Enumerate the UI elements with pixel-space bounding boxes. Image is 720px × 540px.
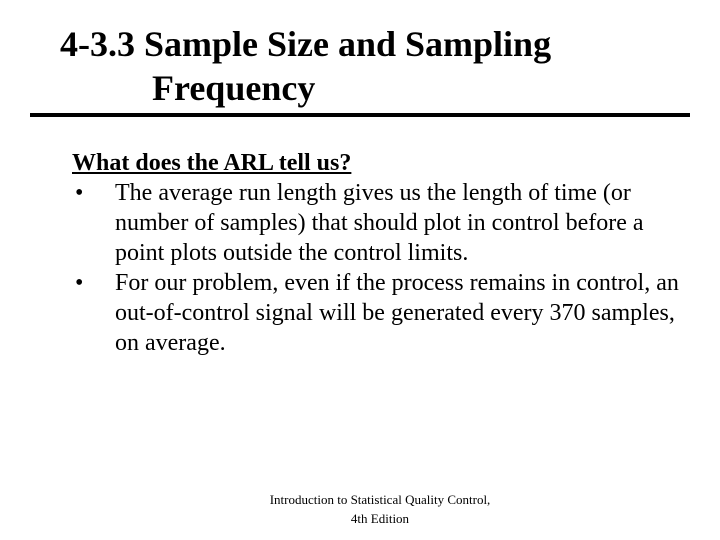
bullet-text: For our problem, even if the process remains in control, an out-of-control signal will be generated every 370 samples, on average. bbox=[115, 270, 679, 356]
slide-footer bbox=[200, 490, 560, 528]
title-divider bbox=[30, 113, 690, 117]
footer-line-1: Introduction to Statistical Quality Control, bbox=[269, 492, 491, 507]
bullet-item bbox=[72, 268, 692, 358]
bullet-icon: • bbox=[75, 180, 84, 206]
bullet-list bbox=[72, 178, 692, 358]
slide-title bbox=[60, 22, 551, 110]
bullet-item bbox=[72, 178, 692, 268]
title-line-1: 4-3.3 Sample Size and Sampling bbox=[60, 24, 552, 64]
slide-body bbox=[72, 148, 692, 358]
bullet-text: The average run length gives us the length of time (or number of samples) that should plot in control before a point plots outside the control limits. bbox=[115, 180, 644, 266]
question-heading: What does the ARL tell us? bbox=[72, 150, 352, 176]
footer-line-2: 4th Edition bbox=[350, 511, 410, 526]
title-line-2: Frequency bbox=[152, 68, 316, 108]
bullet-icon: • bbox=[75, 270, 84, 296]
